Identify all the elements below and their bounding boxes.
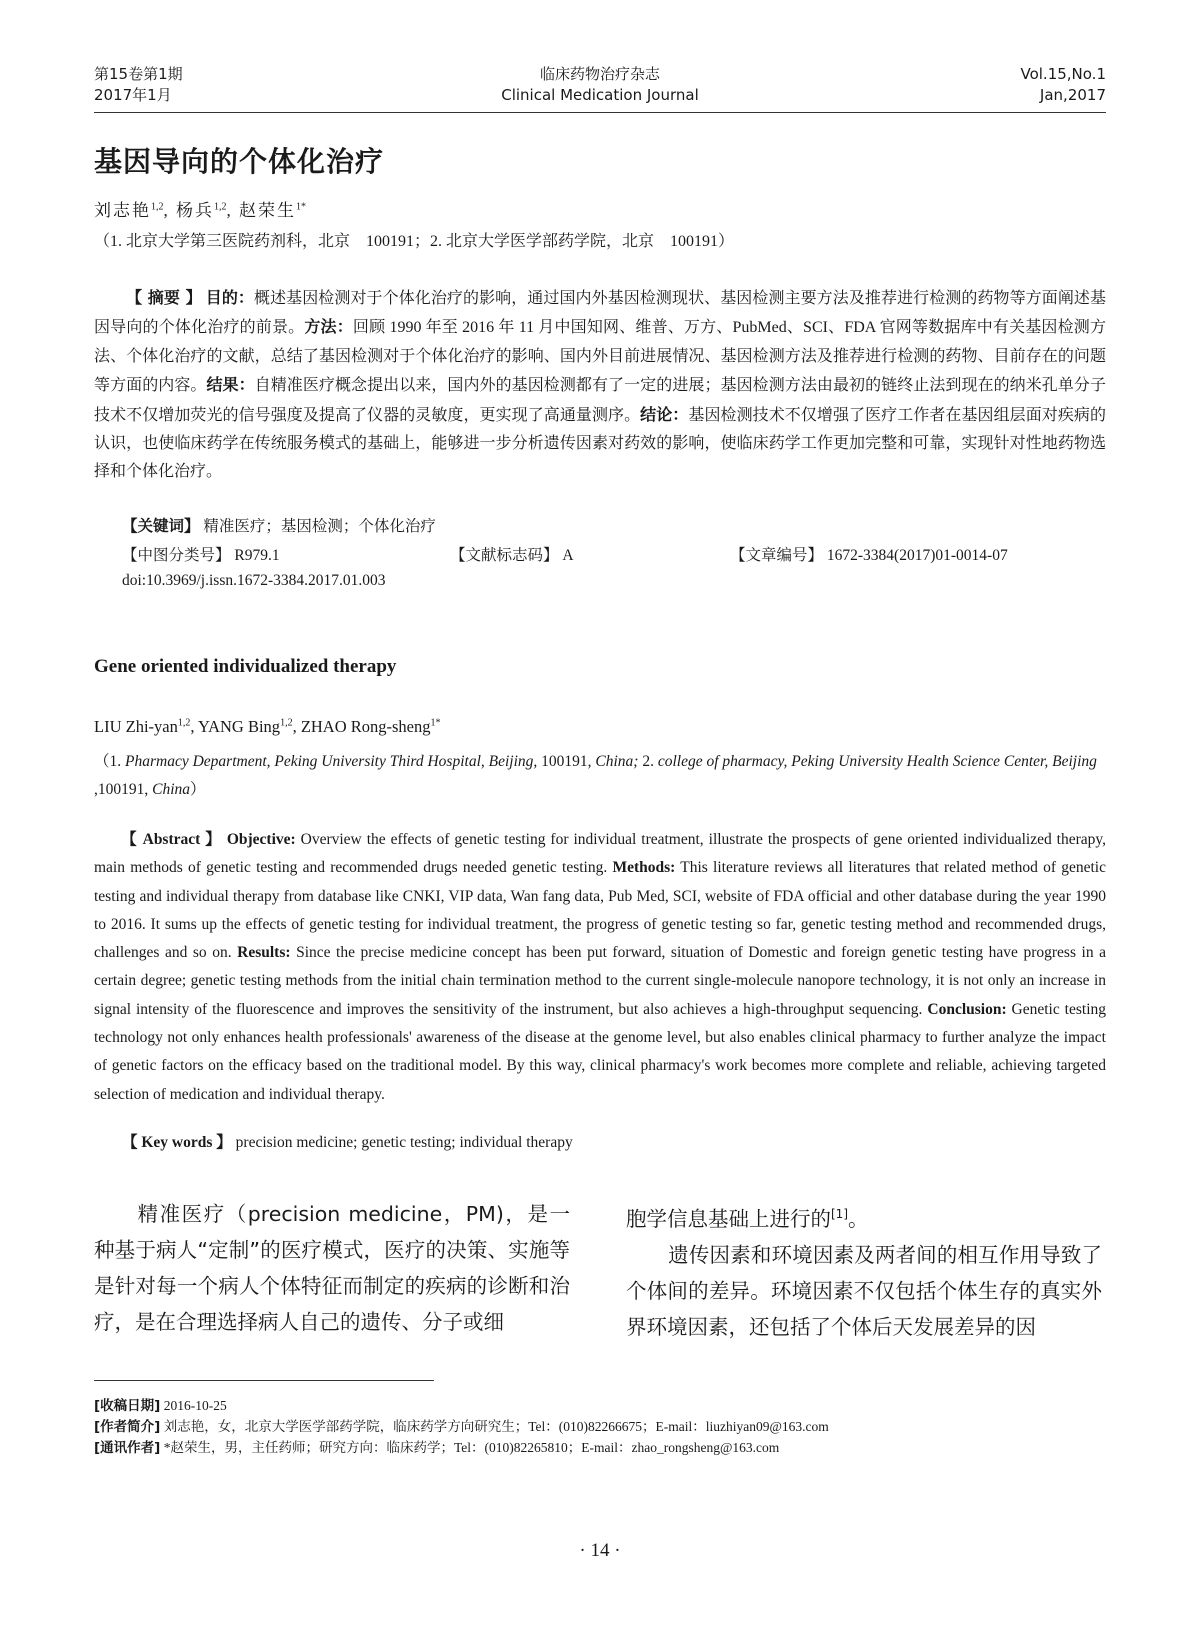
keywords-label-en: 【 Key words 】 <box>122 1134 232 1151</box>
footnote-rule <box>94 1380 434 1381</box>
journal-name-cn: 临床药物治疗杂志 <box>539 65 660 83</box>
objective-label: 目的： <box>205 288 254 307</box>
affil-country-2: China <box>152 781 191 798</box>
abstract-en <box>94 826 1106 1109</box>
volume-cn: 第15卷第1期 <box>94 65 183 83</box>
conclusion-text-en: Genetic testing technology not only enhances health professionals' awareness of the disease at the genome level, but also enables clinical pharmacy to further analyze the impact of genetic factors on the efficacy based on the traditional model. By this way, clinical pharmacy's work becomes more complete and reliable, achieving targeted selection of medication and individual therapy. <box>94 1000 1107 1103</box>
results-label: 结果： <box>206 375 255 395</box>
author-name: 杨兵 <box>176 201 214 220</box>
author-affil-sup: 1* <box>296 201 306 213</box>
keywords-value: 精准医疗；基因检测；个体化治疗 <box>203 518 436 535</box>
methods-label: 方法： <box>304 317 353 337</box>
footnote-label: [通讯作者] <box>94 1440 161 1456</box>
article-value: 1672-3384(2017)01-0014-07 <box>826 547 1008 564</box>
body-column-right <box>626 1196 1102 1345</box>
author-name-en: YANG Bing <box>198 717 281 736</box>
body-text: 遗传因素和环境因素及两者间的相互作用导致了个体间的差异。环境因素不仅包括个体生存的真实外界环境因素，还包括了个体后天发展差异的因 <box>626 1242 1102 1339</box>
conclusion-label-en: Conclusion: <box>927 1000 1007 1018</box>
author-affil-sup: 1,2 <box>280 717 293 729</box>
conclusion-label: 结论： <box>640 404 689 424</box>
article-label: 【文章编号】 <box>730 547 824 564</box>
clc-value: R979.1 <box>234 547 280 564</box>
footnote-text: 2016-10-25 <box>160 1398 227 1413</box>
objective-text-en: Overview the effects of genetic testing for individual treatment, illustrate the prospects of gene oriented individualized therapy, main methods of genetic testing and recommended drugs needed genetic testing. <box>94 831 1107 877</box>
body-text-end: 。 <box>848 1206 869 1231</box>
affil-close: ） <box>190 781 206 798</box>
methods-text: 回顾 1990 年至 2016 年 11 月中国知网、维普、万方、PubMed、SCI、FDA 官网等数据库中有关基因检测方法、个体化治疗的文献，总结了基因检测对于个体化治疗的影响、国内外目前进展情况、基因检测方法及推荐进行检测的药物、目前存在的问题等方面的内容。 <box>94 319 1106 395</box>
author-name: 刘志艳 <box>94 201 151 220</box>
volume-en: Vol.15,No.1 <box>1020 65 1106 83</box>
body-text: 胞学信息基础上进行的 <box>626 1206 831 1231</box>
body-paragraph-continued <box>626 1196 1102 1237</box>
author-name-en: ZHAO Rong-sheng <box>300 717 431 736</box>
running-header <box>94 64 1106 113</box>
affil-country-1: China; <box>595 753 639 770</box>
clc-label: 【中图分类号】 <box>122 547 231 564</box>
affil-open: （1. <box>94 753 126 770</box>
doi: doi:10.3969/j.issn.1672-3384.2017.01.003 <box>122 572 386 589</box>
abstract-cn <box>94 284 1106 487</box>
affil-code-2: ,100191, <box>94 781 153 798</box>
affiliation-en <box>94 748 1106 804</box>
paper-title-en: Gene oriented individualized therapy <box>94 656 397 677</box>
abstract-label-en: 【 Abstract 】 <box>120 831 222 848</box>
affil-code-1: 100191, <box>537 753 596 770</box>
results-text: 自精准医疗概念提出以来，国内外的基因检测都有了一定的进展；基因检测方法由最初的链终止法到现在的纳米孔单分子技术不仅增加荧光的信号强度及提高了仪器的灵敏度，更实现了高通量测序。 <box>94 377 1106 424</box>
abstract-label: 【 摘要 】 <box>126 288 202 307</box>
results-text-en: Since the precise medicine concept has been put forward, situation of Domestic and foreign genetic testing have progress in a certain degree; genetic testing methods from the initial chain termination method to the current single-molecule nanopore technology, it is not only an increase in signal intensity of the fluorescence and improves the sensitivity of the instrument, but also achieves a high-throughput sequencing. <box>94 944 1107 1018</box>
author-name-en: LIU Zhi-yan <box>94 717 178 736</box>
footnote-text: *赵荣生，男，主任药师；研究方向：临床药学；Tel：(010)82265810；E-mail：zhao_rongsheng@163.com <box>160 1440 780 1455</box>
doc-label: 【文献标志码】 <box>450 547 559 564</box>
author-affil-sup: 1* <box>430 717 441 729</box>
footnote-label: [作者简介] <box>94 1419 161 1435</box>
date-cn: 2017年1月 <box>94 86 172 104</box>
footnote-author-bio <box>94 1415 829 1435</box>
body-paragraph <box>626 1237 1102 1345</box>
keywords-en <box>122 1130 573 1152</box>
results-label-en: Results: <box>237 944 291 962</box>
keywords-label: 【关键词】 <box>122 517 200 535</box>
citation-ref[interactable]: [1] <box>831 1207 848 1221</box>
doc-value: A <box>562 547 574 564</box>
author-list <box>94 196 306 221</box>
body-paragraph: 精准医疗（precision medicine，PM)，是一种基于病人“定制”的医疗模式，医疗的决策、实施等是针对每一个病人个体特征而制定的疾病的诊断和治疗，是在合理选择病人自己的遗传、分子或细 <box>94 1202 570 1334</box>
paper-title: 基因导向的个体化治疗 <box>94 145 385 178</box>
objective-text: 概述基因检测对于个体化治疗的影响，通过国内外基因检测现状、基因检测主要方法及推荐进行检测的药物等方面阐述基因导向的个体化治疗的前景。 <box>94 290 1106 337</box>
document-code <box>450 543 574 565</box>
article-number <box>730 543 1008 565</box>
objective-label-en: Objective: <box>226 831 296 848</box>
keywords-value-en: precision medicine; genetic testing; individual therapy <box>235 1134 573 1151</box>
author-list-en <box>94 717 441 737</box>
footnote-label: [收稿日期] <box>94 1398 161 1414</box>
keywords-cn <box>122 514 436 536</box>
author-affil-sup: 1,2 <box>151 201 164 213</box>
affiliation: （1. 北京大学第三医院药剂科，北京 100191；2. 北京大学医学部药学院，北京 100191） <box>94 233 735 250</box>
author-sep: , <box>163 201 176 220</box>
affil-mid: 2. <box>638 753 658 770</box>
header-center <box>94 64 1106 106</box>
date-en: Jan,2017 <box>1039 86 1106 104</box>
author-sep: , <box>292 717 301 736</box>
footnote-received <box>94 1394 227 1414</box>
author-affil-sup: 1,2 <box>214 201 227 213</box>
body-column-left <box>94 1196 570 1340</box>
affil-dept-2: college of pharmacy, Peking University Health Science Center, Beijing <box>657 753 1097 770</box>
author-name: 赵荣生 <box>239 201 296 220</box>
page-number: · 14 · <box>579 1540 621 1561</box>
footnote-text: 刘志艳，女，北京大学医学部药学院，临床药学方向研究生；Tel：(010)82266675；E-mail：liuzhiyan09@163.com <box>160 1419 829 1434</box>
author-sep: , <box>226 201 239 220</box>
journal-name-en: Clinical Medication Journal <box>501 86 699 104</box>
author-affil-sup: 1,2 <box>177 717 191 729</box>
header-right <box>1020 64 1106 106</box>
footnote-corresponding <box>94 1436 779 1456</box>
methods-text-en: This literature reviews all literatures that related method of genetic testing and individual therapy from database like CNKI, VIP data, Wan fang data, Pub Med, SCI, website of FDA official and other database during the year 1990 to 2016. It sums up the effects of genetic testing for individual treatment, the progress of genetic testing so far, genetic testing method and recommended drugs, challenges and so on. <box>94 859 1106 962</box>
clc-number <box>122 543 280 565</box>
affil-dept-1: Pharmacy Department, Peking University Third Hospital, Beijing, <box>125 753 538 770</box>
author-sep: , <box>190 717 198 736</box>
conclusion-text: 基因检测技术不仅增强了医疗工作者在基因组层面对疾病的认识，也使临床药学在传统服务模式的基础上，能够进一步分析遗传因素对药效的影响，使临床药学工作更加完整和可靠，实现针对性地药物选择和个体化治疗。 <box>94 406 1106 481</box>
methods-label-en: Methods: <box>612 859 676 877</box>
